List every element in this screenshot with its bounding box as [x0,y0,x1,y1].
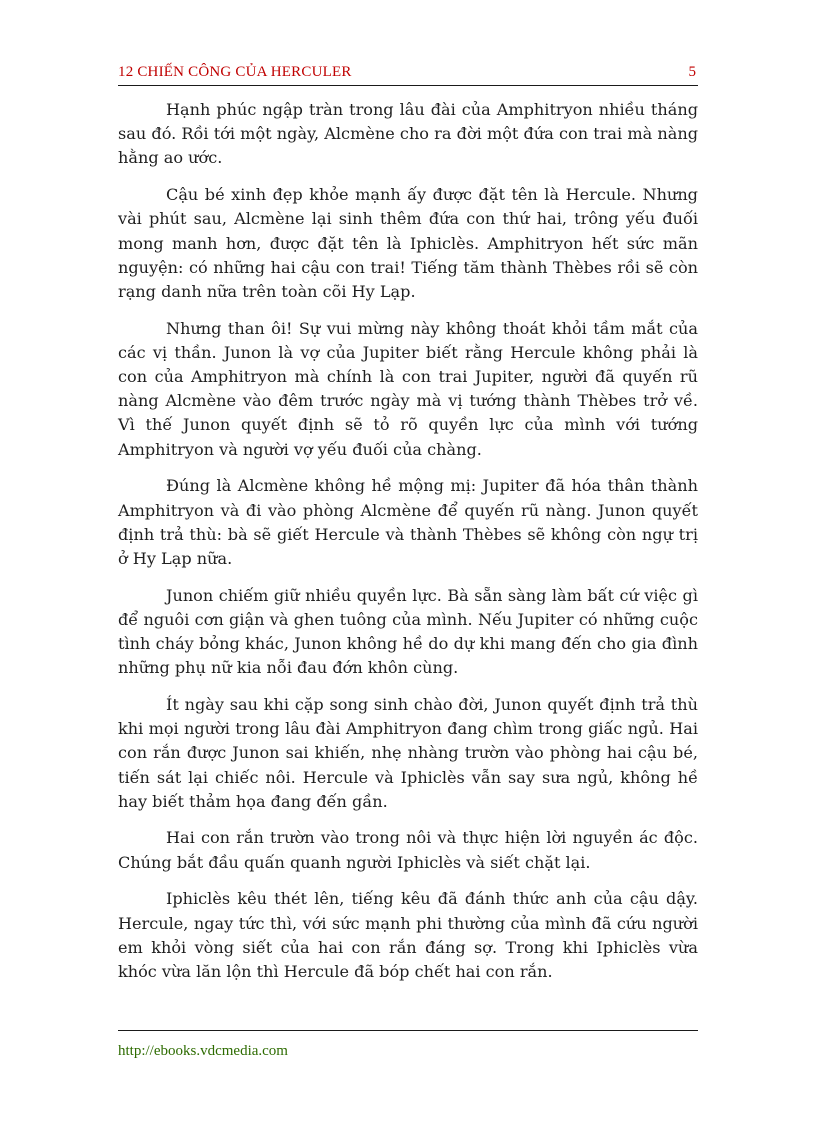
paragraph: Nhưng than ôi! Sự vui mừng này không thoát khỏi tầm mắt của các vị thần. Junon là vợ của Jupiter biết rằng Hercule không phải là con của Amphitryon mà chính là con trai Jupiter, người đã quyến rũ nàng Alcmène vào đêm trước ngày mà vị tướng thành Thèbes trở về. Vì thế Junon quyết định sẽ tỏ rõ quyền lực của mình với tướng Amphitryon và người vợ yếu đuối của chàng. [118,318,698,459]
paragraph: Iphiclès kêu thét lên, tiếng kêu đã đánh thức anh của cậu dậy. Hercule, ngay tức thì, với sức mạnh phi thường của mình đã cứu người em khỏi vòng siết của hai con rắn đáng sợ. Trong khi Iphiclès vừa khóc vừa lăn lộn thì Hercule đã bóp chết hai con rắn. [118,889,698,981]
body-text [118,98,698,997]
paragraph: Junon chiếm giữ nhiều quyền lực. Bà sẵn sàng làm bất cứ việc gì để nguôi cơn giận và ghen tuông của mình. Nếu Jupiter có những cuộc tình cháy bỏng khác, Junon không hề do dự khi mang đến cho gia đình những phụ nữ kia nỗi đau đớn khôn cùng. [118,585,698,678]
book-title: 12 CHIẾN CÔNG CỦA HERCULER [118,64,352,80]
footer-divider [118,1030,698,1031]
paragraph: Đúng là Alcmène không hề mộng mị: Jupiter đã hóa thân thành Amphitryon và đi vào phòng Alcmène để quyến rũ nàng. Junon quyết định trả thù: bà sẽ giết Hercule và thành Thèbes sẽ không còn ngự trị ở Hy Lạp nữa. [118,476,698,568]
paragraph: Hạnh phúc ngập tràn trong lâu đài của Amphitryon nhiều tháng sau đó. Rồi tới một ngày, Alcmène cho ra đời một đứa con trai mà nàng hằng ao ước. [118,100,698,168]
page-number: 5 [688,64,696,80]
document-page [118,0,698,1123]
paragraph: Ít ngày sau khi cặp song sinh chào đời, Junon quyết định trả thù khi mọi người trong lâu đài Amphitryon đang chìm trong giấc ngủ. Hai con rắn được Junon sai khiến, nhẹ nhàng trườn vào phòng hai cậu bé, tiến sát lại chiếc nôi. Hercule và Iphiclès vẫn say sưa ngủ, không hề hay biết thảm họa đang đến gần. [118,694,698,811]
paragraph: Hai con rắn trườn vào trong nôi và thực hiện lời nguyền ác độc. Chúng bắt đầu quấn quanh người Iphiclès và siết chặt lại. [118,828,698,872]
paragraph: Cậu bé xinh đẹp khỏe mạnh ấy được đặt tên là Hercule. Nhưng vài phút sau, Alcmène lại sinh thêm đứa con thứ hai, trông yếu đuối mong manh hơn, được đặt tên là Iphiclès. Amphitryon hết sức mãn nguyện: có những hai cậu con trai! Tiếng tăm thành Thèbes rồi sẽ còn rạng danh nữa trên toàn cõi Hy Lạp. [118,185,698,301]
page-header [118,63,698,86]
footer-link[interactable]: http://ebooks.vdcmedia.com [118,1043,288,1059]
